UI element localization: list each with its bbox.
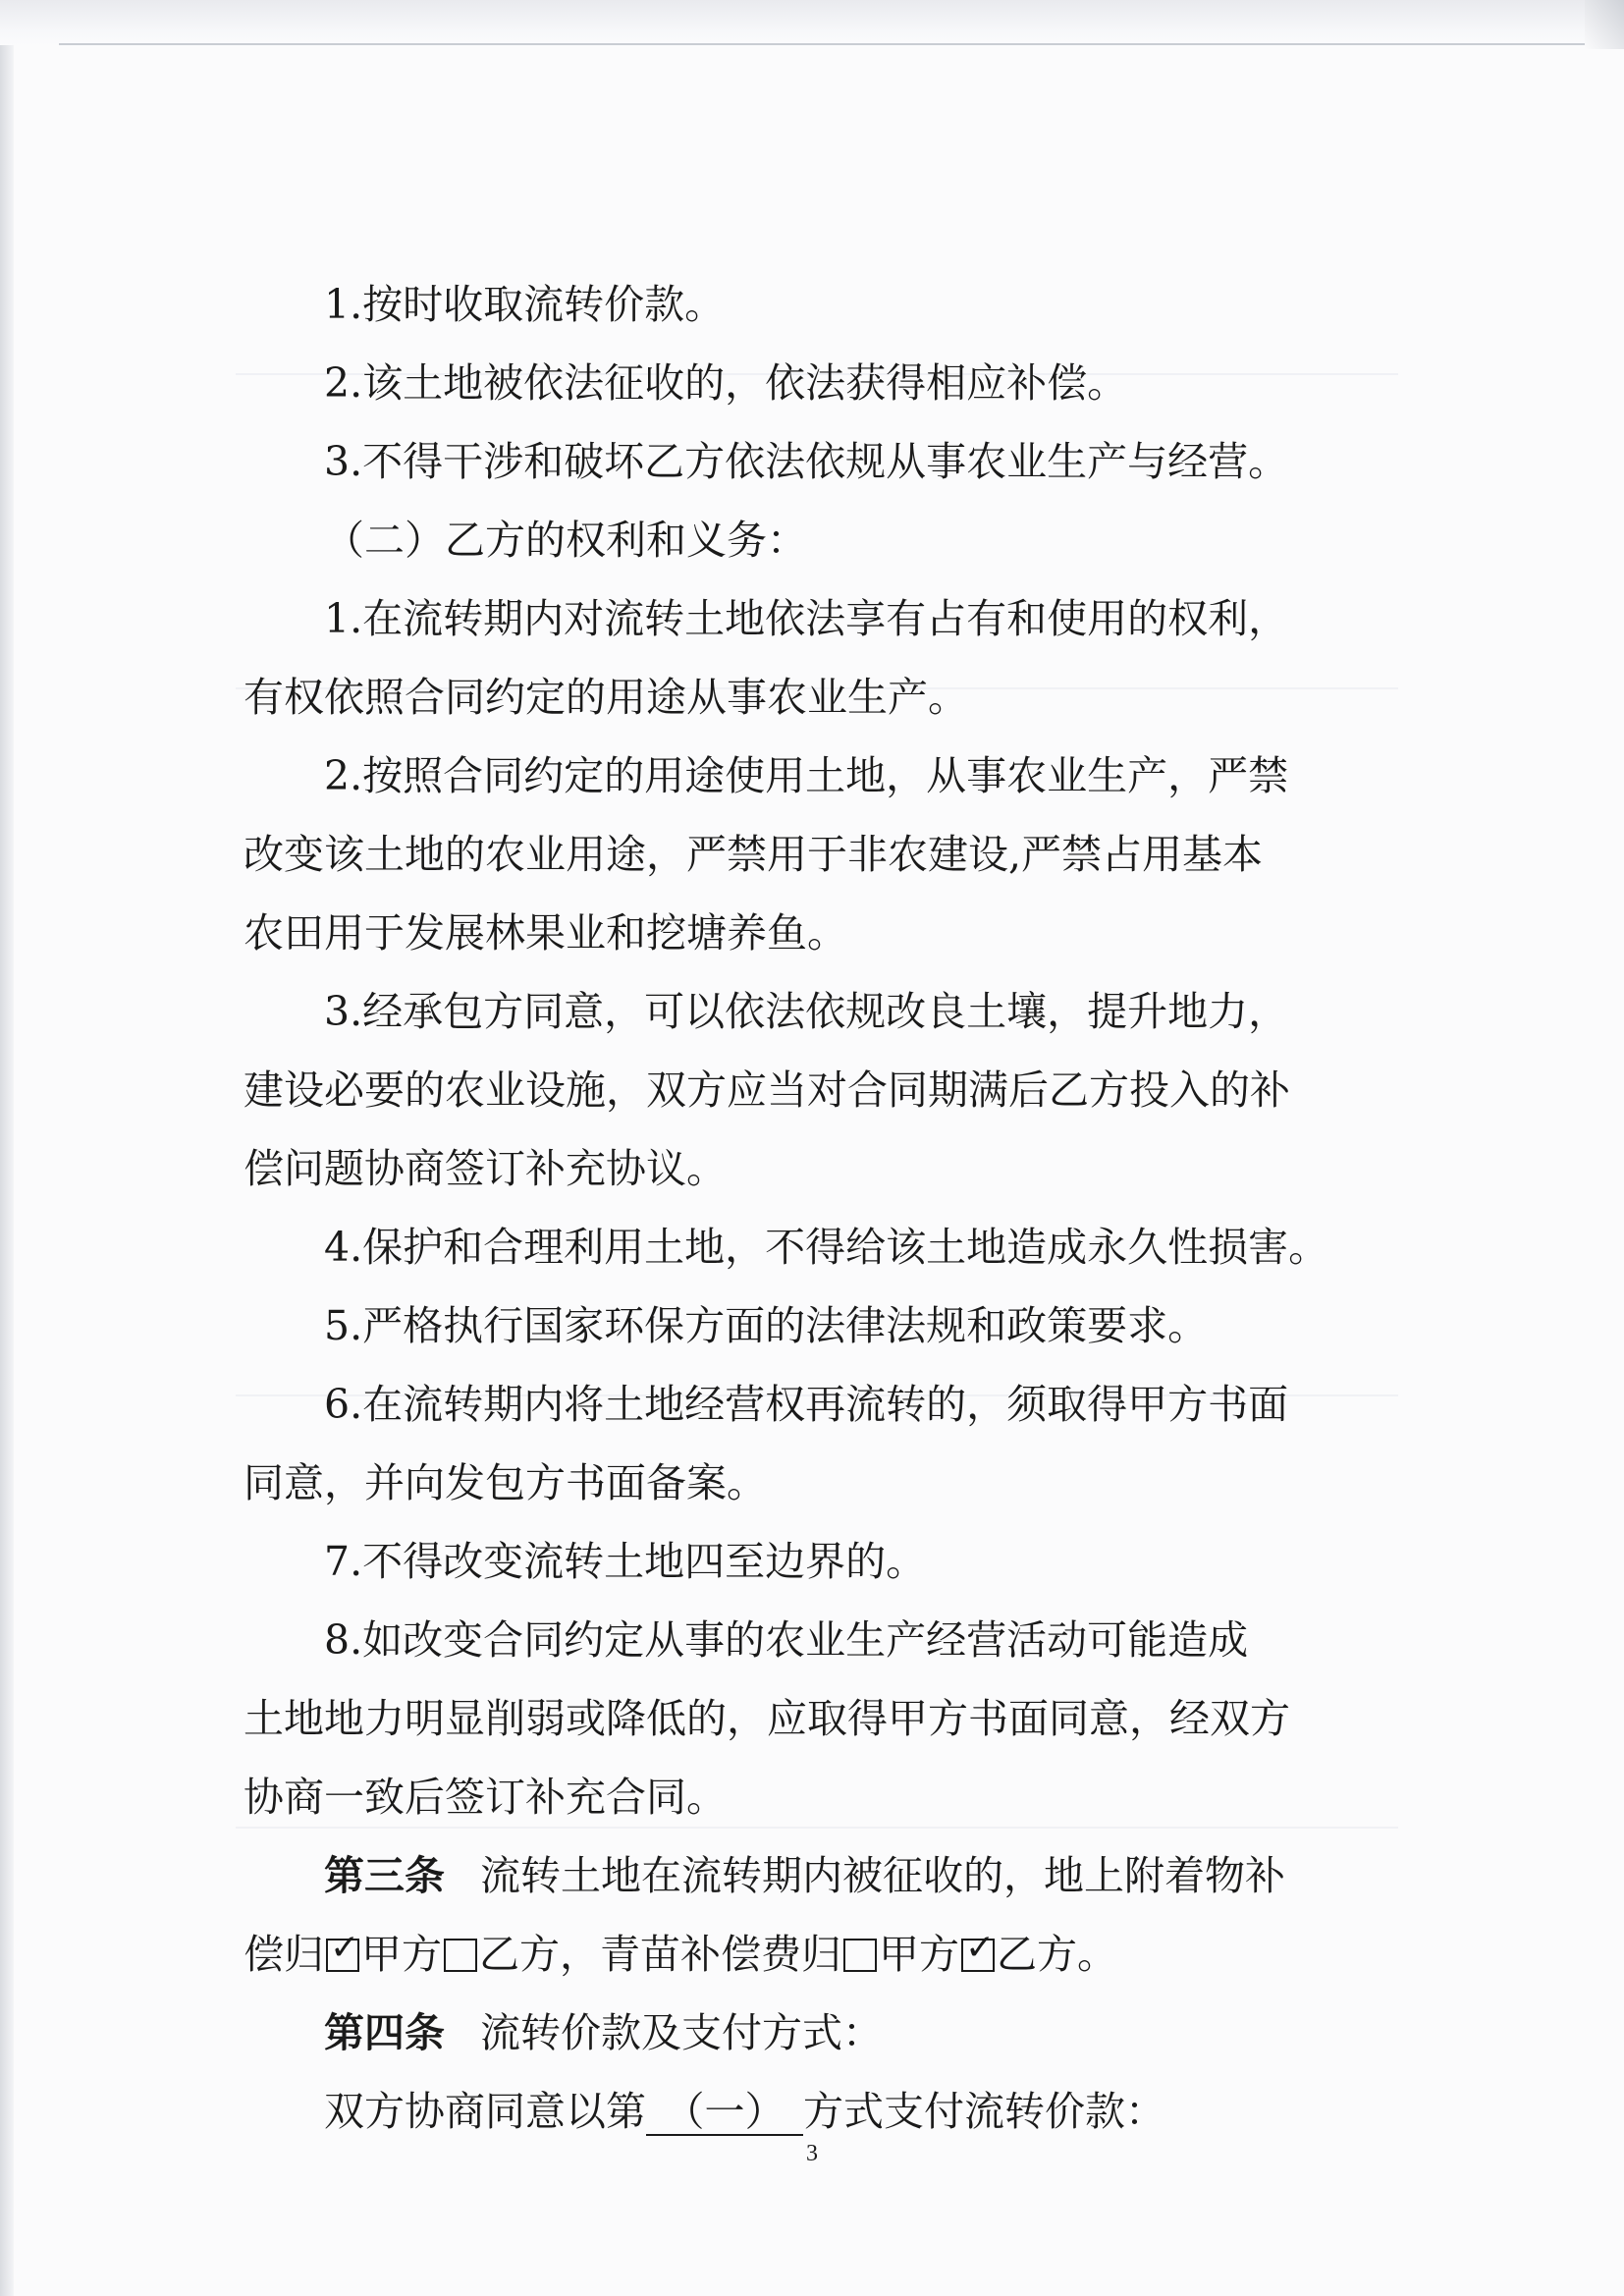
seedling-party-b-checkbox[interactable]: [961, 1939, 995, 1972]
article-3-text: 流转土地在流转期内被征收的，地上附着物补: [480, 1852, 1285, 1899]
article-4-label: 第四条: [324, 2009, 445, 2056]
scan-corner: [1585, 0, 1624, 49]
party-b-item-3-line-2: 建设必要的农业设施，双方应当对合同期满后乙方投入的补: [244, 1066, 1290, 1114]
attachment-party-a-label: 甲方: [361, 1931, 442, 1978]
section-heading-party-b: （二）乙方的权利和义务：: [324, 517, 807, 564]
party-b-item-8-line-1: 8.如改变合同约定从事的农业生产经营活动可能造成: [324, 1616, 1249, 1664]
party-b-item-7: 7.不得改变流转土地四至边界的。: [324, 1538, 927, 1585]
scan-edge-top: [0, 0, 1624, 45]
party-b-item-8-line-2: 土地地力明显削弱或降低的，应取得甲方书面同意，经双方: [244, 1695, 1290, 1742]
party-b-item-6-line-1: 6.在流转期内将土地经营权再流转的，须取得甲方书面: [324, 1381, 1289, 1428]
party-a-right-1: 1.按时收取流转价款。: [324, 281, 726, 328]
party-b-item-2-line-1: 2.按照合同约定的用途使用土地，从事农业生产，严禁: [324, 752, 1289, 799]
party-b-item-2-line-2: 改变该土地的农业用途，严禁用于非农建设,严禁占用基本: [244, 831, 1264, 878]
attachment-party-a-checkbox[interactable]: [326, 1939, 359, 1972]
payment-suffix: 方式支付流转价款：: [803, 2088, 1165, 2135]
attachment-party-b-label: 乙方，青苗补偿费归: [479, 1931, 841, 1978]
party-a-right-2: 2.该土地被依法征收的，依法获得相应补偿。: [324, 359, 1128, 407]
party-b-item-3-line-1: 3.经承包方同意，可以依法依规改良土壤，提升地力，: [324, 988, 1289, 1035]
party-b-item-5: 5.严格执行国家环保方面的法律法规和政策要求。: [324, 1302, 1209, 1349]
article-4-text: 流转价款及支付方式：: [480, 2009, 883, 2056]
article-3-line-2: [244, 1915, 1382, 1994]
payment-method-line: [244, 2072, 1382, 2151]
attachment-party-b-checkbox[interactable]: [444, 1939, 477, 1972]
seedling-party-b-label: 乙方。: [997, 1931, 1117, 1978]
document-body: [244, 265, 1382, 2151]
article-3-line-1: [244, 1836, 1382, 1915]
seedling-party-a-checkbox[interactable]: [843, 1939, 877, 1972]
payment-method-field[interactable]: （一）: [646, 2089, 803, 2136]
party-b-item-6-line-2: 同意，并向发包方书面备案。: [244, 1459, 767, 1506]
party-b-item-3-line-3: 偿问题协商签订补充协议。: [244, 1145, 727, 1192]
payment-prefix: 双方协商同意以第: [324, 2088, 646, 2135]
party-b-item-4: 4.保护和合理利用土地，不得给该土地造成永久性损害。: [324, 1224, 1329, 1271]
party-b-item-2-line-3: 农田用于发展林果业和挖塘养鱼。: [244, 909, 847, 957]
party-b-item-1-line-2: 有权依照合同约定的用途从事农业生产。: [244, 674, 968, 721]
article-3-label: 第三条: [324, 1852, 445, 1899]
party-a-right-3: 3.不得干涉和破坏乙方依法依规从事农业生产与经营。: [324, 438, 1289, 485]
page-number: 3: [806, 2141, 818, 2166]
party-b-item-1-line-1: 1.在流转期内对流转土地依法享有占有和使用的权利，: [324, 595, 1289, 642]
party-b-item-8-line-3: 协商一致后签订补充合同。: [244, 1774, 727, 1821]
seedling-party-a-label: 甲方: [879, 1931, 959, 1978]
scan-edge-left: [0, 0, 14, 2296]
article-4-line: [244, 1994, 1382, 2072]
compensation-prefix: 偿归: [244, 1931, 324, 1978]
